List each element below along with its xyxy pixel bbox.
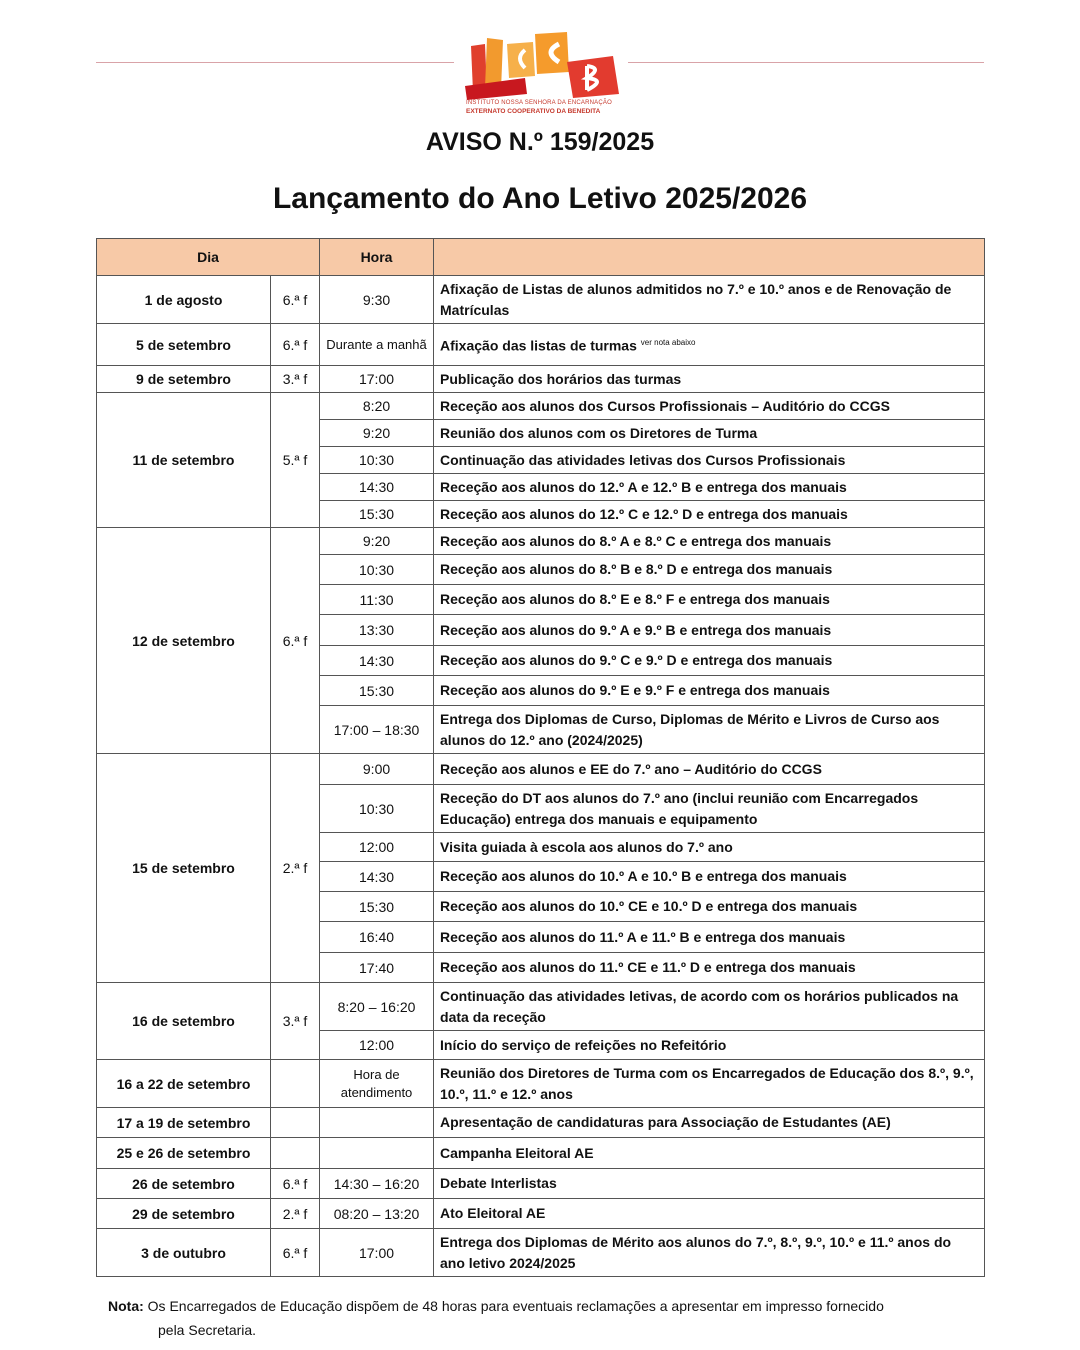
description-text: Receção aos alunos do 8.º E e 8.º F e entrega dos manuais [440, 591, 830, 607]
table-row [97, 1229, 985, 1277]
description-cell [434, 585, 985, 615]
day-cell: 16 a 22 de setembro [97, 1060, 271, 1108]
description-text: Receção aos alunos do 8.º A e 8.º C e entrega dos manuais [440, 532, 832, 549]
day-cell: 11 de setembro [97, 393, 271, 528]
description-text: Receção aos alunos do 12.º C e 12.º D e entrega dos manuais [440, 505, 848, 522]
description-cell [434, 1199, 985, 1229]
table-row [97, 393, 985, 420]
description-cell [434, 1031, 985, 1060]
weekday-cell: 2.ª f [271, 754, 320, 983]
schedule-table [96, 238, 985, 1277]
description-text: Apresentação de candidaturas para Associação de Estudantes (AE) [440, 1114, 891, 1130]
time-cell: 14:30 [320, 862, 434, 892]
day-cell: 9 de setembro [97, 366, 271, 393]
day-cell: 29 de setembro [97, 1199, 271, 1229]
description-text: Reunião dos Diretores de Turma com os Encarregados de Educação dos 8.º, 9.º, 10.º, 11.º e 12.º anos [440, 1064, 974, 1102]
day-cell: 15 de setembro [97, 754, 271, 983]
description-cell [434, 1169, 985, 1199]
description-cell [434, 862, 985, 892]
time-cell: 12:00 [320, 833, 434, 862]
time-cell: 13:30 [320, 615, 434, 646]
description-text: Receção aos alunos do 10.º A e 10.º B e entrega dos manuais [440, 868, 847, 884]
time-cell: 17:40 [320, 953, 434, 983]
description-text: Receção aos alunos e EE do 7.º ano – Auditório do CCGS [440, 760, 822, 777]
description-text: Afixação de Listas de alunos admitidos no 7.º e 10.º anos e de Renovação de Matrículas [440, 280, 952, 318]
description-text: Publicação dos horários das turmas [440, 370, 682, 387]
description-text: Entrega dos Diplomas de Curso, Diplomas de Mérito e Livros de Curso aos alunos do 12.º ano (2024/2025) [440, 710, 940, 748]
time-cell: 17:00 [320, 366, 434, 393]
header-rule-left [96, 62, 454, 63]
table-row [97, 528, 985, 555]
weekday-cell: 3.ª f [271, 983, 320, 1060]
description-text: Continuação das atividades letivas, de acordo com os horários publicados na data da receção [440, 987, 959, 1025]
time-cell: 17:00 – 18:30 [320, 706, 434, 754]
time-cell [320, 1108, 434, 1138]
weekday-cell: 2.ª f [271, 1199, 320, 1229]
weekday-cell: 5.ª f [271, 393, 320, 528]
description-text: Receção aos alunos do 9.º A e 9.º B e entrega dos manuais [440, 621, 832, 638]
weekday-cell [271, 1108, 320, 1138]
table-row [97, 276, 985, 324]
description-text: Reunião dos alunos com os Diretores de Turma [440, 424, 758, 441]
description-text: Receção aos alunos do 11.º CE e 11.º D e entrega dos manuais [440, 959, 856, 975]
time-cell: 15:30 [320, 892, 434, 922]
description-text: Início do serviço de refeições no Refeitório [440, 1036, 727, 1053]
description-text: Receção do DT aos alunos do 7.º ano (inclui reunião com Encarregados Educação) entrega dos manuais e equipamento [440, 789, 919, 827]
time-cell: 15:30 [320, 676, 434, 706]
description-cell [434, 393, 985, 420]
description-text: Receção aos alunos do 12.º A e 12.º B e entrega dos manuais [440, 478, 847, 495]
description-text: Campanha Eleitoral AE [440, 1144, 594, 1161]
weekday-cell [271, 1060, 320, 1108]
description-cell [434, 983, 985, 1031]
time-cell: 11:30 [320, 585, 434, 615]
table-row [97, 754, 985, 785]
description-text: Receção aos alunos do 9.º C e 9.º D e entrega dos manuais [440, 652, 833, 668]
header-hora: Hora [320, 239, 434, 276]
time-cell: 9:20 [320, 528, 434, 555]
description-cell [434, 1229, 985, 1277]
description-text: Receção aos alunos do 9.º E e 9.º F e entrega dos manuais [440, 682, 830, 698]
description-cell [434, 785, 985, 833]
table-row [97, 1060, 985, 1108]
description-cell [434, 420, 985, 447]
table-row [97, 324, 985, 366]
description-cell [434, 555, 985, 585]
table-row [97, 1138, 985, 1169]
description-cell [434, 892, 985, 922]
time-cell: 8:20 [320, 393, 434, 420]
description-text: Receção aos alunos dos Cursos Profissionais – Auditório do CCGS [440, 397, 890, 414]
description-cell [434, 474, 985, 501]
description-cell [434, 615, 985, 646]
time-cell: 8:20 – 16:20 [320, 983, 434, 1031]
day-cell: 5 de setembro [97, 324, 271, 366]
description-cell [434, 1138, 985, 1169]
day-cell: 16 de setembro [97, 983, 271, 1060]
time-cell: 10:30 [320, 447, 434, 474]
description-cell [434, 833, 985, 862]
description-cell [434, 706, 985, 754]
day-cell: 26 de setembro [97, 1169, 271, 1199]
description-cell [434, 1108, 985, 1138]
time-cell: 10:30 [320, 555, 434, 585]
description-text: Receção aos alunos do 11.º A e 11.º B e entrega dos manuais [440, 928, 846, 945]
time-cell: 9:20 [320, 420, 434, 447]
page-title: Lançamento do Ano Letivo 2025/2026 [272, 182, 808, 215]
time-cell: 10:30 [320, 785, 434, 833]
description-cell [434, 922, 985, 953]
time-cell: 12:00 [320, 1031, 434, 1060]
description-cell [434, 276, 985, 324]
time-cell: 15:30 [320, 501, 434, 528]
time-cell: 14:30 [320, 646, 434, 676]
weekday-cell [271, 1138, 320, 1169]
day-cell: 17 a 19 de setembro [97, 1108, 271, 1138]
description-cell [434, 447, 985, 474]
description-cell [434, 501, 985, 528]
description-text: Receção aos alunos do 8.º B e 8.º D e entrega dos manuais [440, 561, 833, 577]
description-cell [434, 754, 985, 785]
time-cell: Hora de atendimento [320, 1060, 434, 1108]
time-cell: 14:30 – 16:20 [320, 1169, 434, 1199]
description-text: Afixação das listas de turmas [440, 337, 637, 354]
weekday-cell: 6.ª f [271, 528, 320, 754]
day-cell: 1 de agosto [97, 276, 271, 324]
description-text: Receção aos alunos do 10.º CE e 10.º D e entrega dos manuais [440, 898, 858, 914]
description-cell [434, 646, 985, 676]
description-text: Debate Interlistas [440, 1175, 557, 1191]
logo-institute-name: INSTITUTO NOSSA SENHORA DA ENCARNAÇÃO [466, 100, 612, 106]
day-cell: 25 e 26 de setembro [97, 1138, 271, 1169]
day-cell: 12 de setembro [97, 528, 271, 754]
description-text: Visita guiada à escola aos alunos do 7.º ano [440, 838, 733, 855]
header-rule-right [628, 62, 984, 63]
description-cell [434, 676, 985, 706]
table-row [97, 983, 985, 1031]
notice-number: AVISO N.º 159/2025 [425, 128, 655, 156]
footnote [108, 1294, 984, 1342]
weekday-cell: 6.ª f [271, 1169, 320, 1199]
description-text: Entrega dos Diplomas de Mérito aos alunos do 7.º, 8.º, 9.º, 10.º e 11.º anos do ano letivo 2024/2025 [440, 1233, 952, 1271]
school-logo [463, 28, 623, 120]
day-cell: 3 de outubro [97, 1229, 271, 1277]
description-text: Continuação das atividades letivas dos Cursos Profissionais [440, 451, 846, 468]
table-row [97, 1108, 985, 1138]
time-cell: 9:30 [320, 276, 434, 324]
time-cell: 08:20 – 13:20 [320, 1199, 434, 1229]
description-cell [434, 366, 985, 393]
footnote-label: Nota: [108, 1298, 144, 1314]
time-cell: 14:30 [320, 474, 434, 501]
table-row [97, 1199, 985, 1229]
footnote-text: Os Encarregados de Educação dispõem de 48 horas para eventuais reclamações a apresentar em impresso fornecido [147, 1298, 884, 1314]
table-row [97, 366, 985, 393]
header-dia: Dia [97, 239, 320, 276]
weekday-cell: 6.ª f [271, 324, 320, 366]
schedule-body [97, 276, 985, 1277]
time-cell: 9:00 [320, 754, 434, 785]
description-cell [434, 1060, 985, 1108]
weekday-cell: 3.ª f [271, 366, 320, 393]
time-cell: 17:00 [320, 1229, 434, 1277]
time-cell: 16:40 [320, 922, 434, 953]
header-description [434, 239, 985, 276]
weekday-cell: 6.ª f [271, 276, 320, 324]
table-row [97, 1169, 985, 1199]
note-reference: ver nota abaixo [640, 338, 696, 348]
description-cell [434, 528, 985, 555]
time-cell [320, 1138, 434, 1169]
description-cell [434, 953, 985, 983]
description-cell [434, 324, 985, 366]
table-header-row [97, 239, 985, 276]
footnote-text-continued: pela Secretaria. [158, 1322, 257, 1338]
description-text: Ato Eleitoral AE [440, 1205, 546, 1221]
weekday-cell: 6.ª f [271, 1229, 320, 1277]
time-cell: Durante a manhã [320, 324, 434, 366]
logo-school-name: EXTERNATO COOPERATIVO DA BENEDITA [466, 108, 601, 115]
